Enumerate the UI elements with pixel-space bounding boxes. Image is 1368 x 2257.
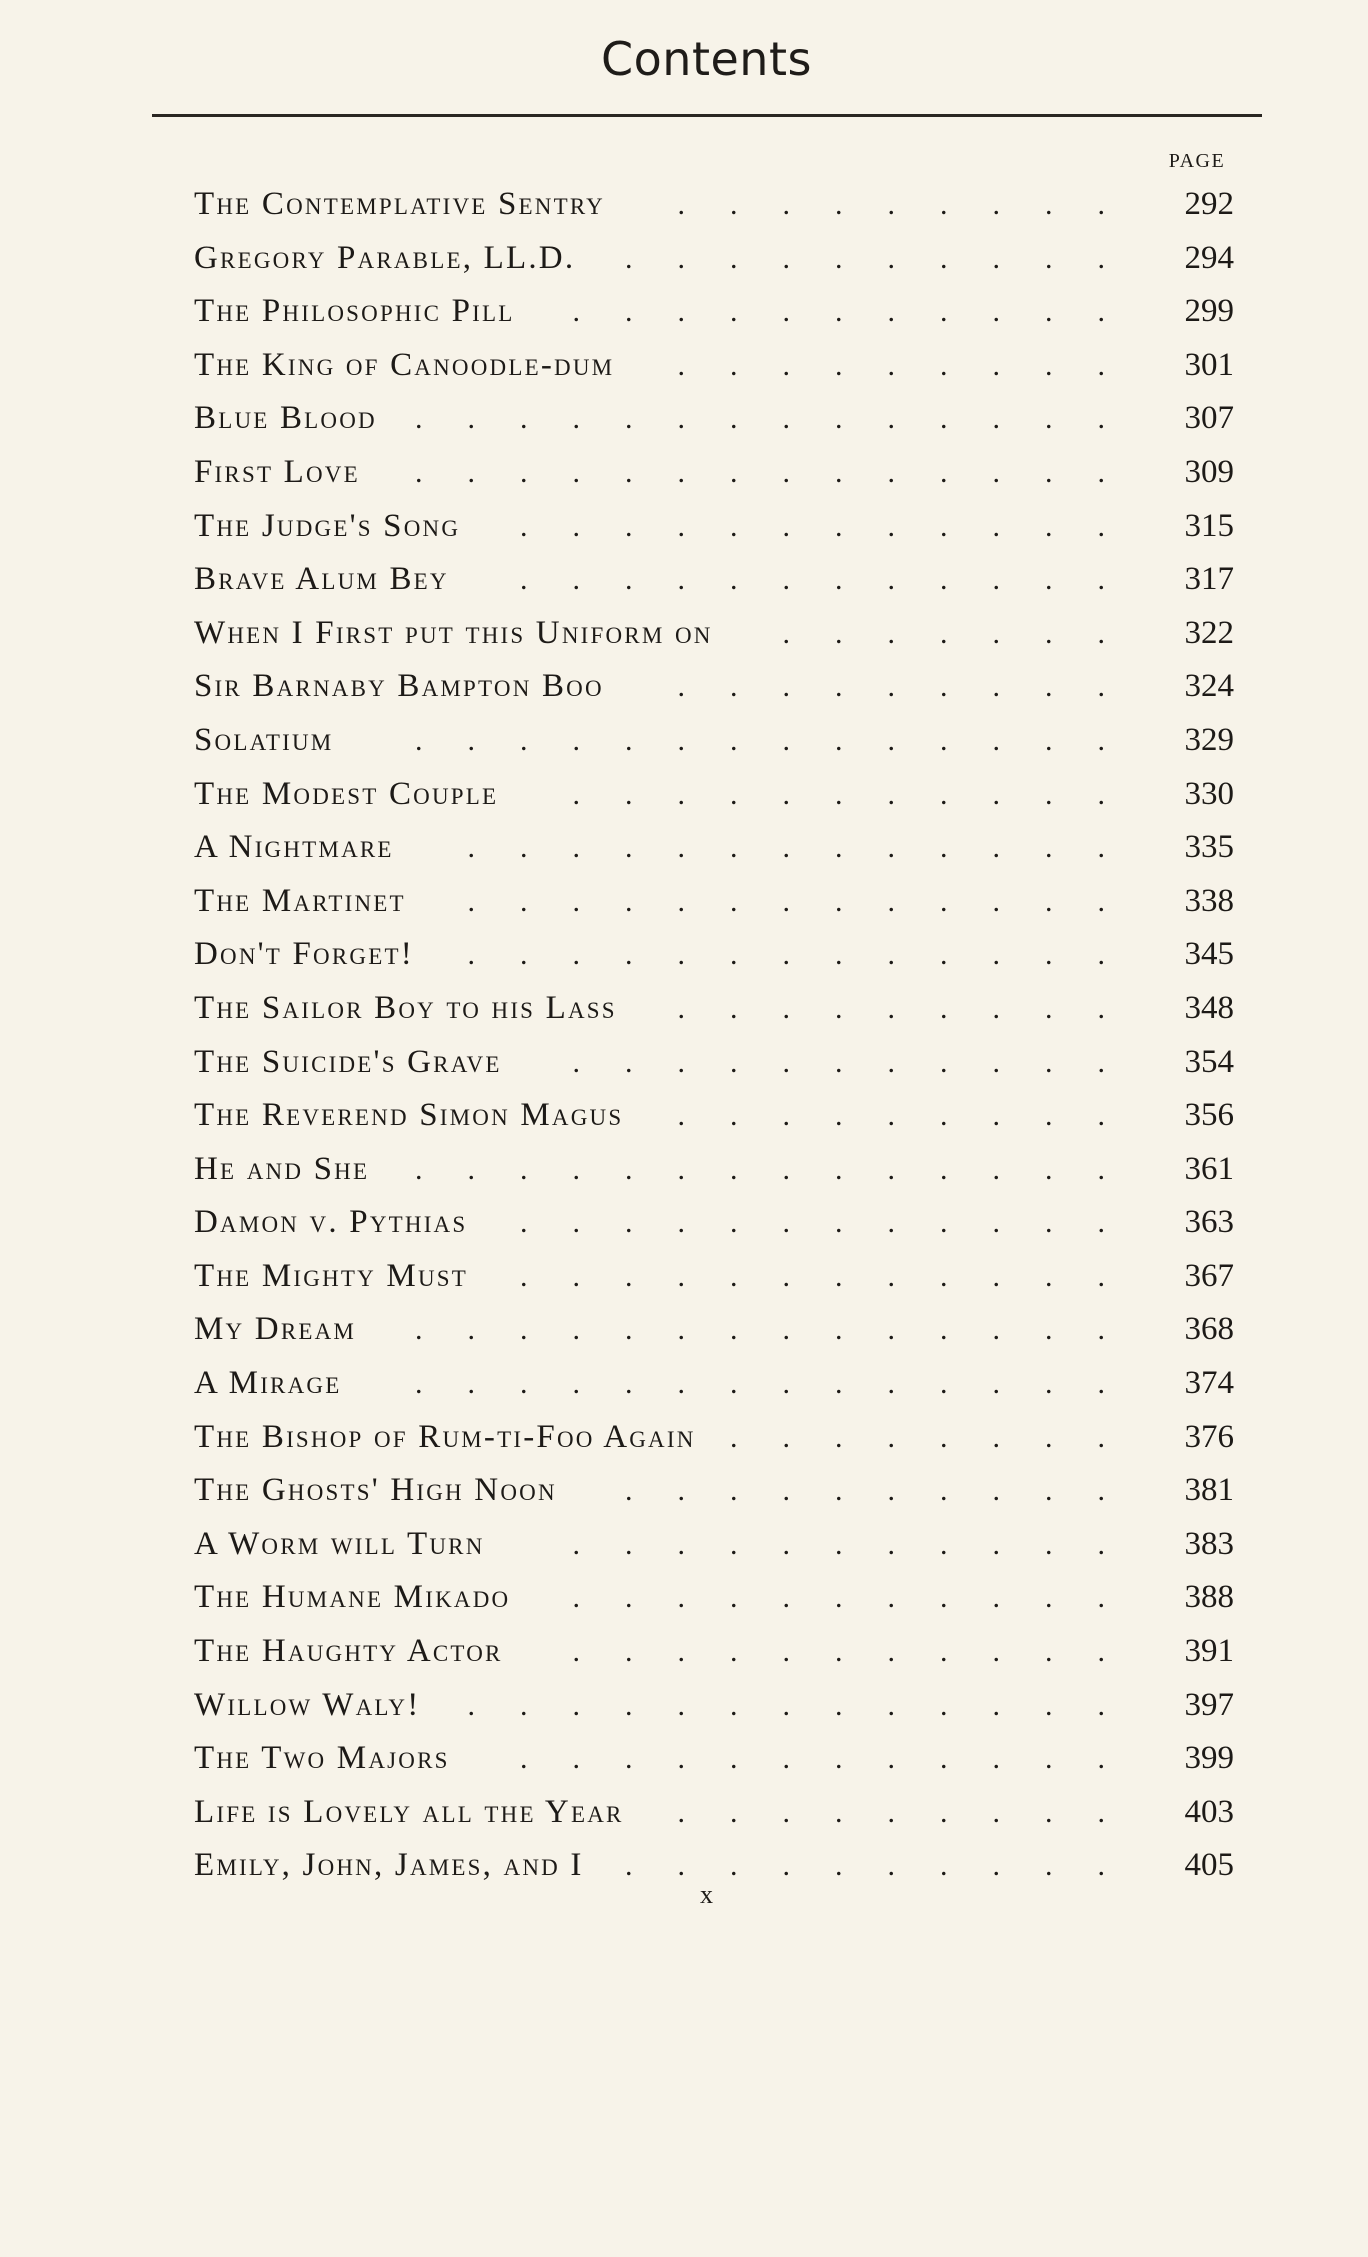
leader-dots: .............. <box>415 1313 1150 1347</box>
contents-entry <box>194 1357 1234 1411</box>
entry-page-number: 324 <box>1184 668 1234 705</box>
contents-entry <box>194 1786 1234 1840</box>
leader-dots: ......... <box>677 1099 1150 1133</box>
contents-entry <box>194 1303 1234 1357</box>
leader-dots: ............ <box>520 1206 1150 1240</box>
leader-dots: ......... <box>677 1795 1150 1829</box>
contents-entry <box>194 607 1234 661</box>
entry-title: The King of Canoodle-dum <box>194 346 615 383</box>
contents-entry <box>194 1571 1234 1625</box>
entry-title: Sir Barnaby Bampton Boo <box>194 668 604 705</box>
entry-page-number: 361 <box>1184 1150 1234 1187</box>
leader-dots: ............ <box>520 509 1150 543</box>
entry-title: A Nightmare <box>194 829 394 866</box>
entry-title: Life is Lovely all the Year <box>194 1793 624 1830</box>
contents-entry <box>194 1518 1234 1572</box>
entry-page-number: 363 <box>1184 1204 1234 1241</box>
leader-dots: ........... <box>572 295 1150 329</box>
entry-page-number: 388 <box>1184 1579 1234 1616</box>
entry-title: The Two Majors <box>194 1740 450 1777</box>
entry-title: Solatium <box>194 721 334 758</box>
entry-page-number: 345 <box>1184 936 1234 973</box>
leader-dots: ........... <box>572 1581 1150 1615</box>
leader-dots: ........... <box>572 1045 1150 1079</box>
entry-page-number: 299 <box>1184 293 1234 330</box>
entry-title: Emily, John, James, and I <box>194 1847 584 1884</box>
leader-dots: ............. <box>467 1688 1150 1722</box>
contents-entry <box>194 446 1234 500</box>
entry-page-number: 383 <box>1184 1525 1234 1562</box>
title-rule <box>152 114 1262 117</box>
contents-entry <box>194 500 1234 554</box>
leader-dots: ......... <box>677 348 1150 382</box>
entry-title: A Worm will Turn <box>194 1525 485 1562</box>
leader-dots: .......... <box>625 241 1150 275</box>
entry-title: The Modest Couple <box>194 775 499 812</box>
entry-title: Brave Alum Bey <box>194 561 449 598</box>
entry-title: First Love <box>194 453 360 490</box>
leader-dots: ............ <box>520 1742 1150 1776</box>
entry-title: Damon v. Pythias <box>194 1204 468 1241</box>
entry-title: Willow Waly! <box>194 1686 421 1723</box>
entry-page-number: 322 <box>1184 614 1234 651</box>
entry-title: The Reverend Simon Magus <box>194 1097 624 1134</box>
leader-dots: ....... <box>782 616 1150 650</box>
leader-dots: ............ <box>520 1259 1150 1293</box>
leader-dots: ........... <box>572 777 1150 811</box>
contents-entry <box>194 1196 1234 1250</box>
entry-page-number: 367 <box>1184 1257 1234 1294</box>
entry-title: The Humane Mikado <box>194 1579 511 1616</box>
leader-dots: .......... <box>625 1849 1150 1883</box>
entry-page-number: 405 <box>1184 1847 1234 1884</box>
entry-page-number: 391 <box>1184 1633 1234 1670</box>
contents-entry <box>194 1732 1234 1786</box>
entry-page-number: 315 <box>1184 507 1234 544</box>
entry-page-number: 338 <box>1184 882 1234 919</box>
leader-dots: ........... <box>572 1527 1150 1561</box>
entry-title: The Ghosts' High Noon <box>194 1472 557 1509</box>
entry-page-number: 403 <box>1184 1793 1234 1830</box>
contents-entry <box>194 339 1234 393</box>
entry-title: The Mighty Must <box>194 1257 468 1294</box>
entry-title: He and She <box>194 1150 370 1187</box>
entry-title: The Judge's Song <box>194 507 461 544</box>
entry-page-number: 329 <box>1184 721 1234 758</box>
leader-dots: ........... <box>572 1635 1150 1669</box>
leader-dots: .............. <box>415 455 1150 489</box>
entry-page-number: 294 <box>1184 239 1234 276</box>
contents-entry <box>194 982 1234 1036</box>
contents-entry <box>194 714 1234 768</box>
contents-entry <box>194 1464 1234 1518</box>
contents-entry <box>194 1089 1234 1143</box>
entry-page-number: 374 <box>1184 1365 1234 1402</box>
leader-dots: .............. <box>415 723 1150 757</box>
entry-page-number: 368 <box>1184 1311 1234 1348</box>
contents-entry <box>194 1411 1234 1465</box>
entry-title: My Dream <box>194 1311 357 1348</box>
entry-page-number: 397 <box>1184 1686 1234 1723</box>
entry-title: Don't Forget! <box>194 936 414 973</box>
contents-entry <box>194 875 1234 929</box>
page-column-label: PAGE <box>1168 150 1226 172</box>
page-title: Contents <box>601 32 812 86</box>
entry-page-number: 356 <box>1184 1097 1234 1134</box>
entry-title: The Martinet <box>194 882 406 919</box>
contents-list <box>194 178 1234 1893</box>
entry-title: A Mirage <box>194 1365 342 1402</box>
entry-page-number: 307 <box>1184 400 1234 437</box>
contents-entry <box>194 821 1234 875</box>
entry-page-number: 330 <box>1184 775 1234 812</box>
entry-title: The Suicide's Grave <box>194 1043 502 1080</box>
leader-dots: ............. <box>467 938 1150 972</box>
contents-entry <box>194 1679 1234 1733</box>
entry-page-number: 348 <box>1184 989 1234 1026</box>
contents-entry <box>194 768 1234 822</box>
entry-page-number: 292 <box>1184 186 1234 222</box>
contents-entry <box>194 232 1234 286</box>
contents-entry <box>194 660 1234 714</box>
contents-entry <box>194 928 1234 982</box>
leader-dots: ........ <box>730 1420 1150 1454</box>
contents-entry <box>194 553 1234 607</box>
entry-title: The Sailor Boy to his Lass <box>194 989 617 1026</box>
entry-title: The Haughty Actor <box>194 1633 503 1670</box>
entry-title: The Philosophic Pill <box>194 293 515 330</box>
entry-title: The Bishop of Rum-ti-Foo Again <box>194 1418 696 1455</box>
entry-title: Gregory Parable, LL.D. <box>194 239 576 276</box>
leader-dots: .......... <box>625 1474 1150 1508</box>
entry-title: Blue Blood <box>194 400 377 437</box>
leader-dots: .............. <box>415 1367 1150 1401</box>
entry-page-number: 354 <box>1184 1043 1234 1080</box>
contents-entry <box>194 392 1234 446</box>
entry-page-number: 399 <box>1184 1740 1234 1777</box>
leader-dots: ............. <box>467 884 1150 918</box>
entry-page-number: 309 <box>1184 453 1234 490</box>
leader-dots: .............. <box>415 1152 1150 1186</box>
entry-page-number: 381 <box>1184 1472 1234 1509</box>
leader-dots: ............ <box>520 563 1150 597</box>
entry-title: The Contemplative Sentry <box>194 186 605 222</box>
leader-dots: ............. <box>467 831 1150 865</box>
entry-page-number: 335 <box>1184 829 1234 866</box>
page-number-folio: x <box>700 1880 713 1909</box>
entry-page-number: 317 <box>1184 561 1234 598</box>
leader-dots: ......... <box>677 670 1150 704</box>
leader-dots: ......... <box>677 188 1150 221</box>
leader-dots: .............. <box>415 402 1150 436</box>
contents-entry <box>194 1143 1234 1197</box>
contents-entry <box>194 285 1234 339</box>
contents-entry <box>194 1250 1234 1304</box>
entry-page-number: 376 <box>1184 1418 1234 1455</box>
contents-entry <box>194 1036 1234 1090</box>
entry-title: When I First put this Uniform on <box>194 614 713 651</box>
entry-page-number: 301 <box>1184 346 1234 383</box>
leader-dots: ......... <box>677 991 1150 1025</box>
contents-entry <box>194 178 1234 232</box>
contents-entry <box>194 1625 1234 1679</box>
